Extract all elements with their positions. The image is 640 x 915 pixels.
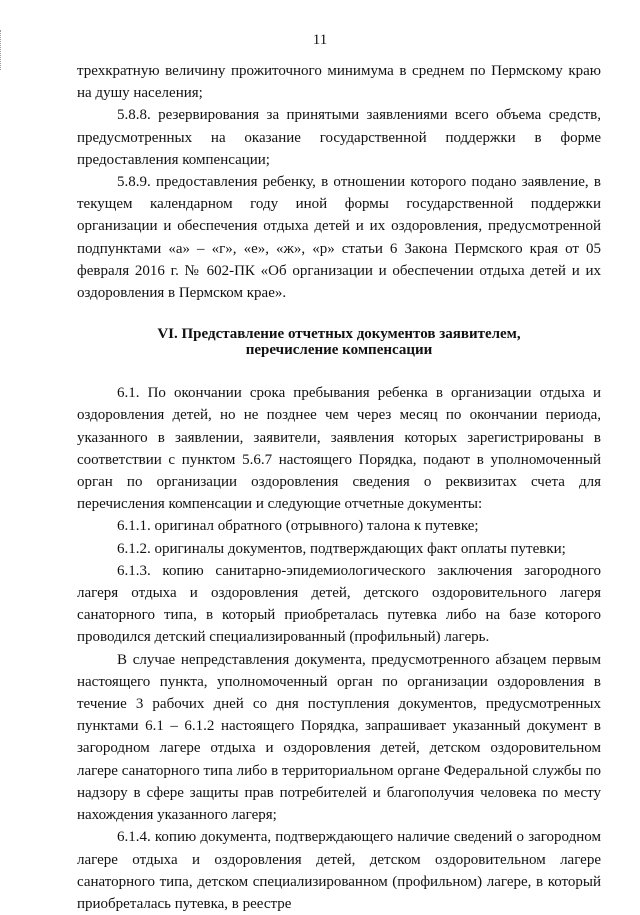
paragraph-continuation: трехкратную величину прожиточного минимума в среднем по Пермскому краю на душу населения; <box>77 63 601 102</box>
paragraph-6-1-2: 6.1.2. оригиналы документов, подтверждающих факт оплаты путевки; <box>117 540 566 557</box>
paragraph-non-submission: В случае непредставления документа, предусмотренного абзацем первым настоящего пункта, уполномоченный орган по организации оздоровления в течение 3 рабочих дней со дня поступления документов, предусмотренных пунктами 6.1 – 6.1.2 настоящего Порядка, запрашивает указанный документ в загородном лагере отдыха и оздоровления детей, детском оздоровительном лагере санаторного типа либо в территориальном органе Федеральной службы по надзору в сфере защиты прав потребителей и благополучия человека по месту нахождения указанного лагеря; <box>77 651 601 824</box>
paragraph-5-8-8: 5.8.8. резервирования за принятыми заявлениями всего объема средств, предусмотренных на оказание государственной поддержки в форме предоставления компенсации; <box>77 107 601 168</box>
paragraph-6-1-4: 6.1.4. копию документа, подтверждающего наличие сведений о загородном лагере отдыха и оздоровления детей, детском оздоровительном лагере санаторного типа, детском специализированном (профильном) лагере, в который приобреталась путевка, в реестре <box>77 829 601 912</box>
paragraph-6-1-3: 6.1.3. копию санитарно-эпидемиологического заключения загородного лагеря отдыха и оздоровления детей, детского оздоровительного лагеря санаторного типа, в который приобреталась путевка либо на базе которого проводился детский специализированный (профильный) лагерь. <box>77 562 601 646</box>
paragraph-6-1: 6.1. По окончании срока пребывания ребенка в организации отдыха и оздоровления детей, но не позднее чем через месяц по окончании периода, указанного в заявлении, заявители, заявления которых зарегистрированы в соответствии с пунктом 5.6.7 настоящего Порядка, подают в уполномоченный орган по организации оздоровления сведения о реквизитах счета для перечисления компенсации и следующие отчетные документы: <box>77 385 601 513</box>
document-body <box>77 60 601 915</box>
paragraph-5-8-9: 5.8.9. предоставления ребенку, в отношении которого подано заявление, в текущем календарном году иной формы государственной поддержки организации и обеспечения отдыха детей и их оздоровления, предусмотренной подпунктами «а» – «г», «е», «ж», «р» статьи 6 Закона Пермского края от 05 февраля 2016 г. № 602-ПК «Об организации и обеспечении отдыха детей и их оздоровления в Пермском крае». <box>77 174 601 302</box>
section-heading <box>77 326 601 358</box>
page-number: 11 <box>312 32 328 48</box>
paragraph-6-1-1: 6.1.1. оригинал обратного (отрывного) талона к путевке; <box>117 518 479 535</box>
section-heading-line-2: перечисление компенсации <box>245 342 433 359</box>
section-heading-line-1: VI. Представление отчетных документов заявителем, <box>157 326 521 343</box>
